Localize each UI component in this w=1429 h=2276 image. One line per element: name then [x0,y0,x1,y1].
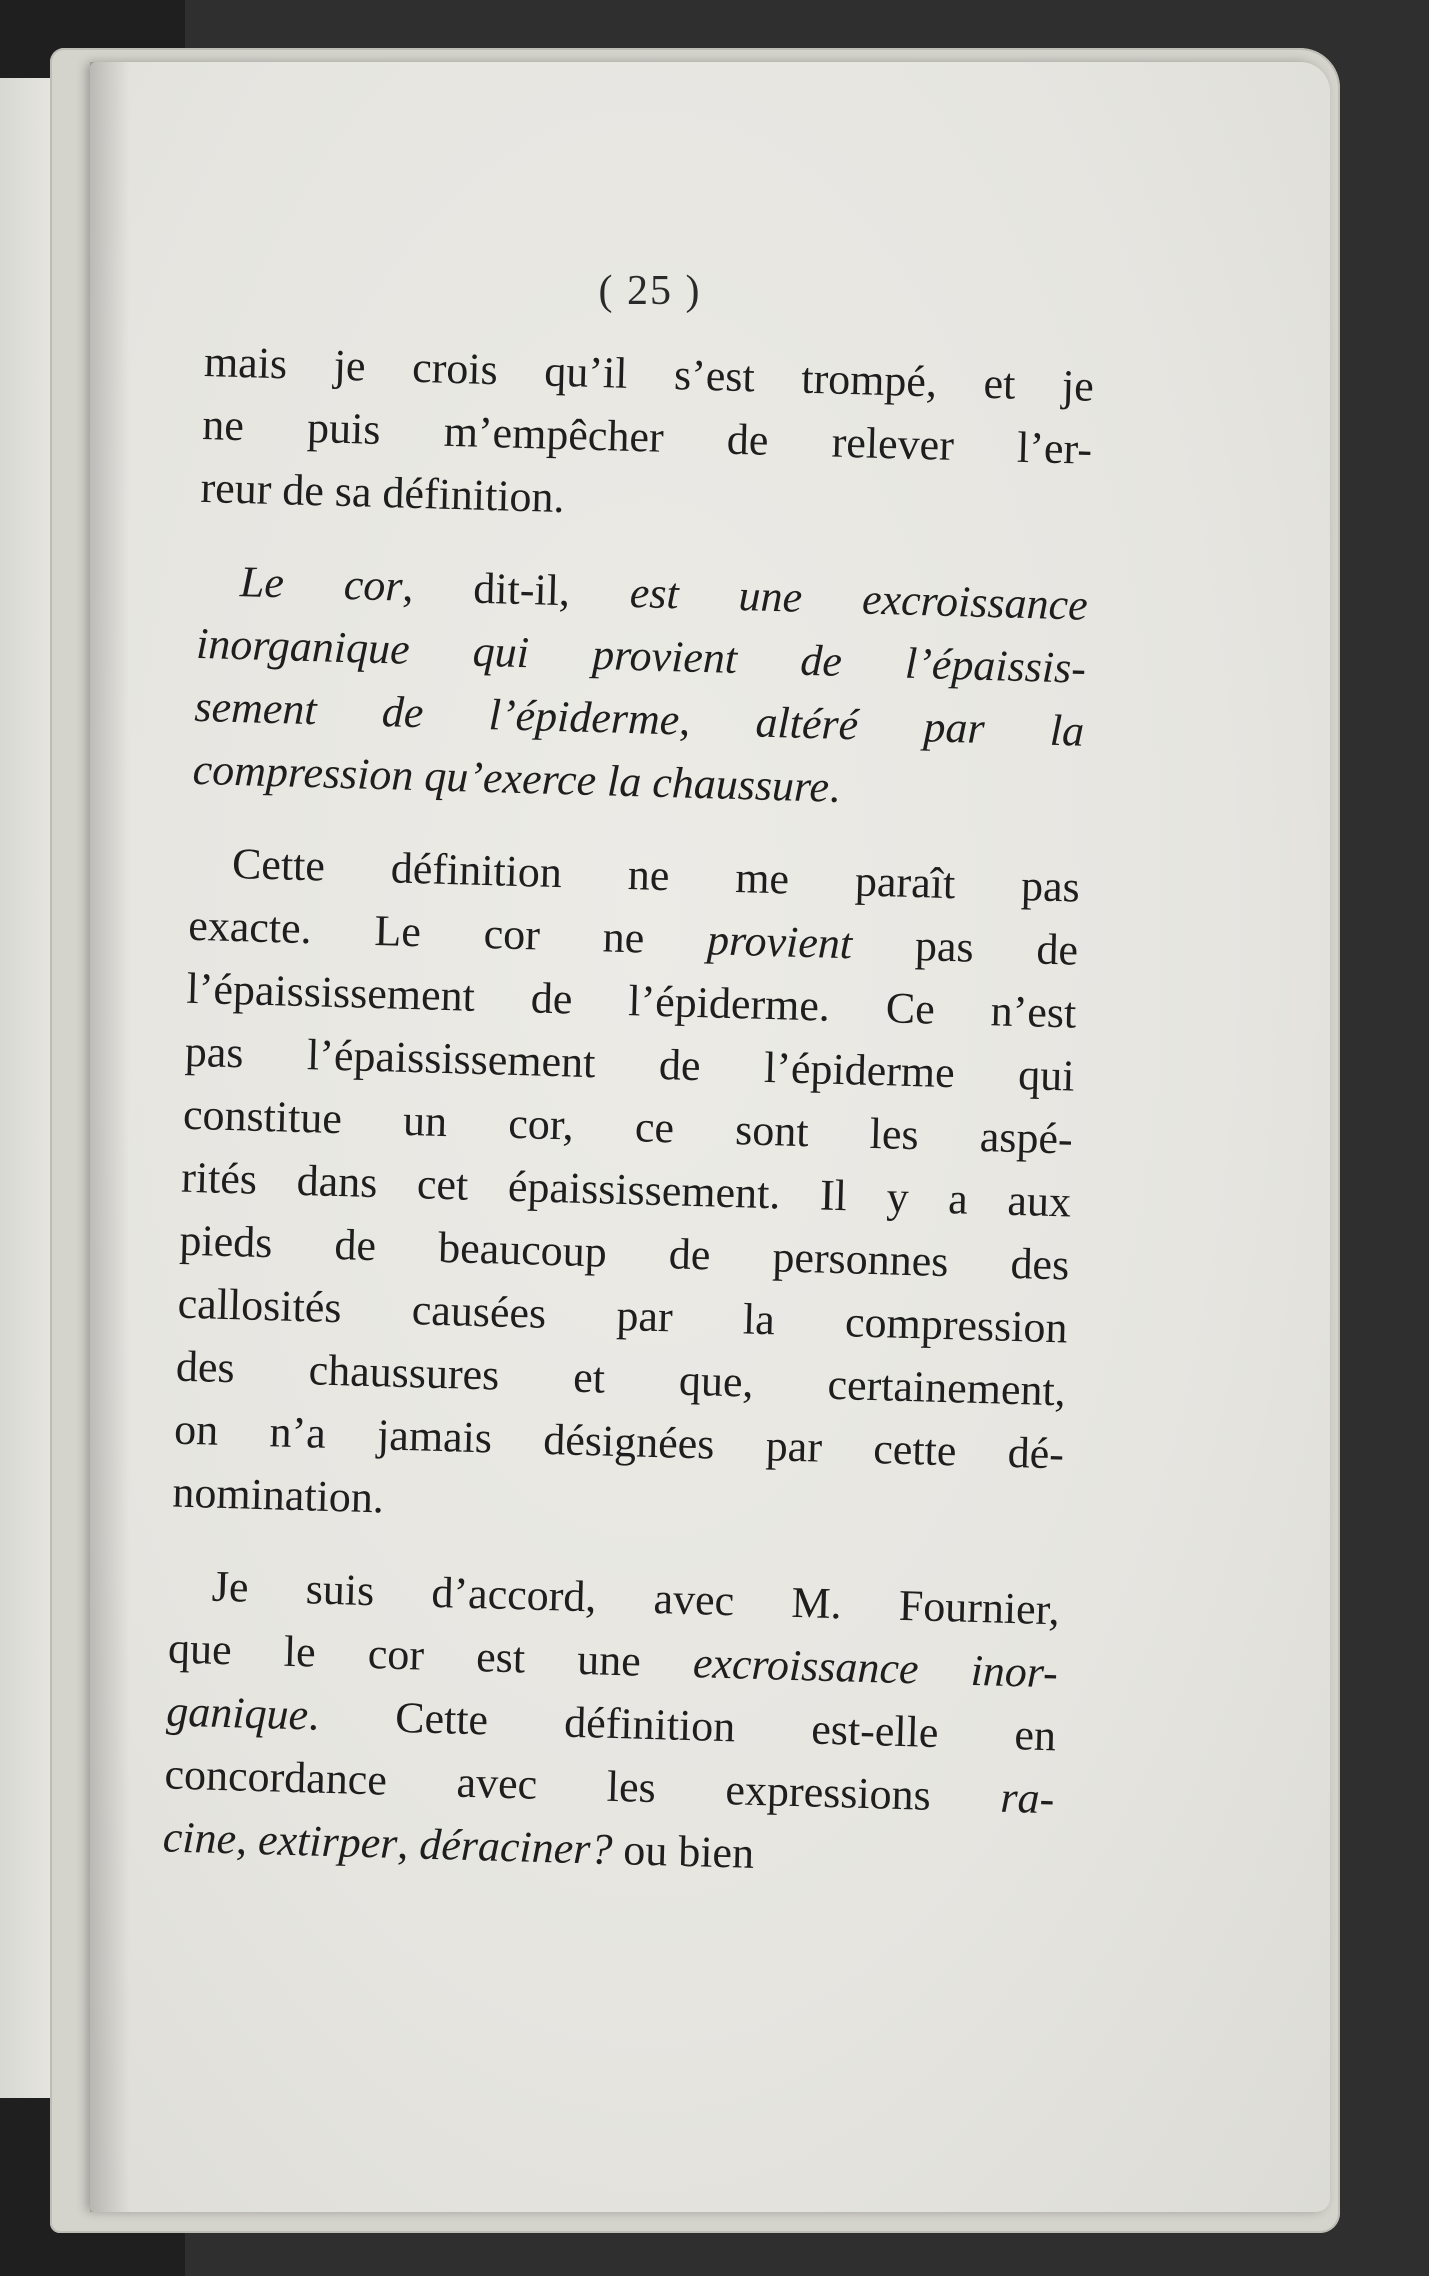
text-run: Cette définition ne me paraît pas [231,838,1081,912]
page-number: ( 25 ) [598,268,702,314]
body-text [162,330,1095,1893]
text-run: pas de [851,919,1079,975]
italic-run: cine [162,1812,237,1864]
text-run: ne puis m’empêcher de relever l’er- [201,399,1093,474]
italic-run: ganique [165,1686,309,1740]
italic-run: sement de l’épiderme [193,681,680,745]
italic-run: excroissance inor- [692,1638,1059,1698]
text-run: nomination. [171,1467,385,1523]
text-run: , [678,695,757,747]
text-run: on n’a jamais désignées par cette dé- [173,1404,1065,1479]
italic-run: provient [706,915,853,969]
text-run: , [235,1814,259,1865]
text-run: que le cor est une [167,1623,694,1688]
text-run: constitue un cor, ce sont les aspé- [182,1089,1074,1164]
italic-run: compression qu’exerce la chaussure [192,744,830,812]
text-run: , [396,1818,421,1869]
text-run: rités dans cet épaississement. Il y a aux [180,1152,1072,1227]
italic-run: extirper [257,1815,399,1868]
italic-run: déraciner? [418,1819,614,1874]
italic-run: ra- [999,1772,1056,1824]
gutter-shadow [90,62,130,2212]
book-page [90,62,1330,2212]
text-run: . [828,762,841,812]
paragraph [172,831,1081,1549]
paragraph [162,1554,1060,1894]
paragraph [200,330,1095,544]
text-run: concordance avec les expressions [163,1749,1002,1822]
text-run: callosités causées par la compression [177,1278,1069,1353]
text-run: . Cette définition est-elle en [307,1690,1057,1761]
text-run: Je suis d’accord, avec M. Fournier, [211,1561,1061,1635]
italic-run: Le cor [239,557,404,611]
italic-run: altéré par la [754,697,1085,756]
text-run: pieds de beaucoup de personnes des [178,1215,1070,1290]
text-run: l’épaississement de l’épiderme. Ce n’est [185,963,1077,1038]
paragraph [192,549,1089,826]
text-run: reur de sa définition. [199,462,566,523]
text-run: exacte. Le cor ne [187,900,708,965]
italic-run: est une excroissance [629,567,1089,630]
italic-run: inorganique qui provient de l’épaissis- [195,618,1087,693]
text-run: , dit-il, [401,561,631,617]
text-run: mais je crois qu’il s’est trompé, et je [203,336,1095,411]
text-run: ou bien [611,1824,755,1878]
text-run: des chaussures et que, certainement, [175,1341,1067,1416]
text-run: pas l’épaississement de l’épiderme qui [184,1026,1076,1101]
